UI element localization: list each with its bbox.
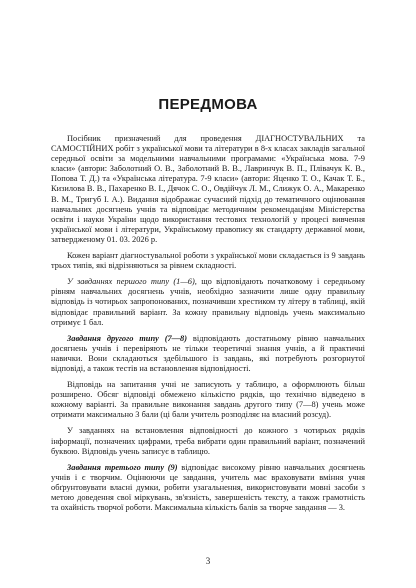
paragraph-matching: У завданнях на встановлення відповідності до кожного з чотирьох рядків інформації, позначених цифрами, треба вибрати один правильний варіант, позначений буквою. Відповідь учень записує в таблицю. xyxy=(51,426,365,456)
paragraph-type-three-text: відповідає високому рівню навчальних досягнень учнів і є творчим. Оцінюючи це завдання, учитель має враховувати вміння учня обґрунтовувати власні думки, робити узагальнення, використовувати мовні засоби з метою доведення свої міркувань, зв'язність, завершеність тексту, а також грамотність та охайність творчої роботи. Максимальна кількість балів за творче завдання — 3. xyxy=(51,462,365,513)
page-number: 3 xyxy=(205,556,211,566)
paragraph-type-one xyxy=(51,277,365,327)
paragraph-variant-structure: Кожен варіант діагностувальної роботи з української мови складається із 9 завдань трьох типів, які відрізняються за рівнем складності. xyxy=(51,251,365,271)
paragraph-intro: Посібник призначений для проведення ДІАГНОСТУВАЛЬНИХ та САМОСТІЙНИХ робіт з української мови та літератури в 8-х класах закладів загальної середньої освіти за модельними навчальними програмами: «Українська мова. 7-9 класи» (автори: Заболотний О. В., Заболотний В. В., Лавринчук В. П., Плівачук К. В., Попова Т. Д.) та «Українська література. 7-9 класи» (автори: Яценко Т. О., Качак Т. Б., Кизилова В. В., Пахаренко В. І., Дячок С. О., Овдійчук Л. М., Слижук О. А., Макаренко В. М., Тригуб І. А.). Видання відображає сучасний підхід до тематичного оцінювання навчальних досягнень учнів та відповідає методичним рекомендаціям Міністерства освіти і науки України щодо використання тестових технологій у процесі вивчення української мови і літератури, Українському правопису як стандарту державної мови, затвердженому 01. 03. 2026 р. xyxy=(51,134,365,244)
paragraph-type-one-text: що відповідають початковому і середньому рівням навчальних досягнень учнів, необхідно зазначити лише одну правильну відповідь із чотирьох запропонованих, позначивши хрестиком ту літеру в таблиці, якій відповідає правильний варіант. За кожну правильну відповідь учень максимально отримує 1 бал. xyxy=(51,277,365,327)
paragraph-type-two-text: відповідають достатньому рівню навчальних досягнень учнів і перевіряють не тільки теоретичні знання учнів, а й практичні навички. Вони складаються здебільшого із завдань, які потребують розгорнутої відповіді, а також тестів на встановлення відповідності. xyxy=(51,333,366,373)
paragraph-type-three-lead: Завдання третього типу (9) xyxy=(67,462,178,472)
paragraph-type-two-lead: Завдання другого типу (7—8) xyxy=(67,333,188,343)
paragraph-type-three xyxy=(51,463,365,513)
preface-body xyxy=(51,134,365,519)
paragraph-type-two xyxy=(51,334,365,374)
page-title: ПЕРЕДМОВА xyxy=(158,96,258,113)
paragraph-answer-format: Відповідь на запитання учні не записують у таблицю, а оформлюють більш розширено. Обсяг відповіді обмежено кількістю рядків, що технічно відведено в кожному варіанті. За правильне виконання завдань другого типу (7—8) учень може отримати максимально 3 бали (ці бали учитель розподіляє на власний розсуд). xyxy=(51,380,365,420)
paragraph-type-one-lead: У завданнях першого типу (1—6), xyxy=(67,277,197,287)
